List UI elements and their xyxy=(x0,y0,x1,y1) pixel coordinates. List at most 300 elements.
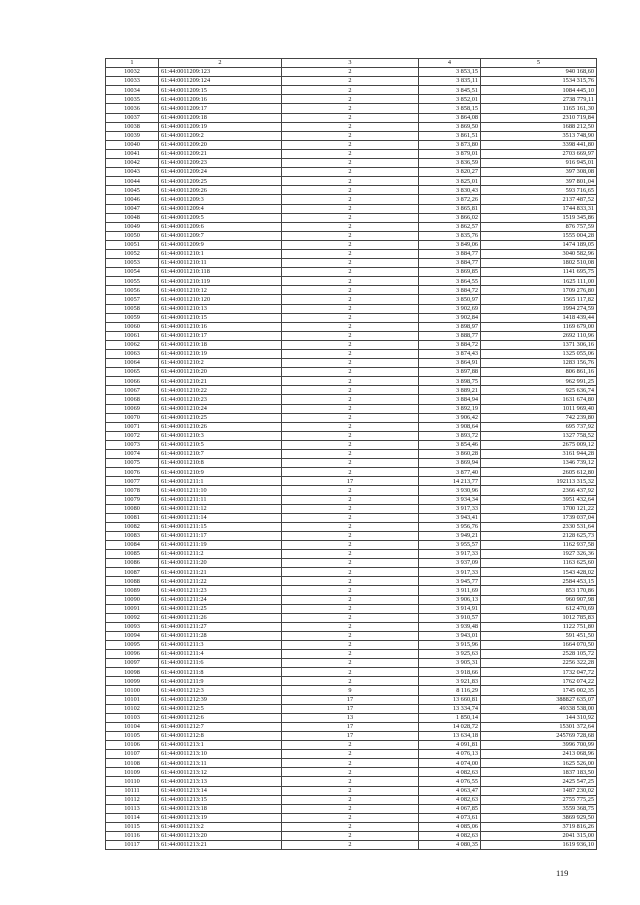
group-code-cell: 2 xyxy=(282,531,419,540)
area-cell: 3 889,21 xyxy=(419,386,481,395)
area-cell: 3 898,75 xyxy=(419,377,481,386)
table-row xyxy=(106,677,597,686)
table-row xyxy=(106,259,597,268)
table-row xyxy=(106,786,597,795)
cadastral-value-cell: 876 757,59 xyxy=(481,222,597,231)
cadastral-number-cell: 61:44:0011211:4 xyxy=(159,650,282,659)
table-row xyxy=(106,559,597,568)
table-row xyxy=(106,822,597,831)
group-code-cell: 2 xyxy=(282,204,419,213)
cadastral-value-cell: 1534 315,76 xyxy=(481,77,597,86)
table-row xyxy=(106,668,597,677)
row-number-cell: 10110 xyxy=(106,777,159,786)
cadastral-number-cell: 61:44:0011209:19 xyxy=(159,122,282,131)
cadastral-value-cell: 1709 276,80 xyxy=(481,286,597,295)
row-number-cell: 10106 xyxy=(106,741,159,750)
group-code-cell: 2 xyxy=(282,822,419,831)
area-cell: 3 956,76 xyxy=(419,522,481,531)
cadastral-number-cell: 61:44:0011211:8 xyxy=(159,668,282,677)
table-row xyxy=(106,240,597,249)
group-code-cell: 2 xyxy=(282,831,419,840)
table-row xyxy=(106,513,597,522)
row-number-cell: 10104 xyxy=(106,722,159,731)
row-number-cell: 10111 xyxy=(106,786,159,795)
cadastral-number-cell: 61:44:0011209:20 xyxy=(159,140,282,149)
table-row xyxy=(106,831,597,840)
table-row xyxy=(106,841,597,850)
area-cell: 14 028,72 xyxy=(419,722,481,731)
row-number-cell: 10060 xyxy=(106,322,159,331)
row-number-cell: 10092 xyxy=(106,613,159,622)
group-code-cell: 2 xyxy=(282,313,419,322)
table-row xyxy=(106,686,597,695)
cadastral-number-cell: 61:44:0011211:27 xyxy=(159,622,282,631)
row-number-cell: 10056 xyxy=(106,286,159,295)
cadastral-value-cell: 1325 055,06 xyxy=(481,350,597,359)
area-cell: 3 888,77 xyxy=(419,331,481,340)
cadastral-value-cell: 1163 625,60 xyxy=(481,559,597,568)
area-cell: 8 116,29 xyxy=(419,686,481,695)
area-cell: 3 864,08 xyxy=(419,113,481,122)
area-cell: 3 906,42 xyxy=(419,413,481,422)
cadastral-value-cell: 1012 785,83 xyxy=(481,613,597,622)
group-code-cell: 2 xyxy=(282,186,419,195)
row-number-cell: 10107 xyxy=(106,750,159,759)
row-number-cell: 10090 xyxy=(106,595,159,604)
cadastral-value-cell: 15301 372,64 xyxy=(481,722,597,731)
cadastral-number-cell: 61:44:0011210:17 xyxy=(159,331,282,340)
cadastral-number-cell: 61:44:0011209:16 xyxy=(159,95,282,104)
cadastral-number-cell: 61:44:0011213:2 xyxy=(159,822,282,831)
cadastral-number-cell: 61:44:0011210:23 xyxy=(159,395,282,404)
area-cell: 3 934,34 xyxy=(419,495,481,504)
group-code-cell: 2 xyxy=(282,413,419,422)
row-number-cell: 10067 xyxy=(106,386,159,395)
row-number-cell: 10102 xyxy=(106,704,159,713)
area-cell: 3 849,06 xyxy=(419,240,481,249)
table-row xyxy=(106,313,597,322)
table-row xyxy=(106,440,597,449)
cadastral-value-cell: 144 310,92 xyxy=(481,713,597,722)
area-cell: 3 872,26 xyxy=(419,195,481,204)
area-cell: 3 897,88 xyxy=(419,368,481,377)
area-cell: 3 845,51 xyxy=(419,86,481,95)
area-cell: 3 910,57 xyxy=(419,613,481,622)
row-number-cell: 10043 xyxy=(106,168,159,177)
cadastral-value-cell: 1744 833,31 xyxy=(481,204,597,213)
table-row xyxy=(106,540,597,549)
cadastral-value-cell: 1543 428,02 xyxy=(481,568,597,577)
cadastral-value-cell: 925 636,74 xyxy=(481,386,597,395)
area-cell: 3 830,43 xyxy=(419,186,481,195)
area-cell: 3 860,28 xyxy=(419,450,481,459)
cadastral-number-cell: 61:44:0011209:124 xyxy=(159,77,282,86)
row-number-cell: 10062 xyxy=(106,340,159,349)
table-row xyxy=(106,340,597,349)
row-number-cell: 10101 xyxy=(106,695,159,704)
group-code-cell: 2 xyxy=(282,113,419,122)
group-code-cell: 17 xyxy=(282,477,419,486)
row-number-cell: 10069 xyxy=(106,404,159,413)
cadastral-value-cell: 1664 070,50 xyxy=(481,641,597,650)
row-number-cell: 10081 xyxy=(106,513,159,522)
cadastral-number-cell: 61:44:0011211:11 xyxy=(159,495,282,504)
cadastral-value-cell: 593 716,65 xyxy=(481,186,597,195)
cadastral-value-cell: 1619 936,10 xyxy=(481,841,597,850)
area-cell: 3 902,84 xyxy=(419,313,481,322)
row-number-cell: 10099 xyxy=(106,677,159,686)
row-number-cell: 10061 xyxy=(106,331,159,340)
table-row xyxy=(106,477,597,486)
cadastral-value-cell: 245769 728,68 xyxy=(481,731,597,740)
table-row xyxy=(106,695,597,704)
table-row xyxy=(106,350,597,359)
table-row xyxy=(106,459,597,468)
row-number-cell: 10074 xyxy=(106,450,159,459)
cadastral-value-cell: 1346 739,12 xyxy=(481,459,597,468)
row-number-cell: 10105 xyxy=(106,731,159,740)
group-code-cell: 2 xyxy=(282,131,419,140)
group-code-cell: 2 xyxy=(282,259,419,268)
table-row xyxy=(106,149,597,158)
cadastral-number-cell: 61:44:0011209:2 xyxy=(159,131,282,140)
table-row xyxy=(106,413,597,422)
cadastral-number-cell: 61:44:0011210:1 xyxy=(159,249,282,258)
group-code-cell: 2 xyxy=(282,77,419,86)
row-number-cell: 10076 xyxy=(106,468,159,477)
area-cell: 4 063,47 xyxy=(419,786,481,795)
area-cell: 3 869,94 xyxy=(419,459,481,468)
group-code-cell: 2 xyxy=(282,222,419,231)
cadastral-number-cell: 61:44:0011213:12 xyxy=(159,768,282,777)
cadastral-number-cell: 61:44:0011211:24 xyxy=(159,595,282,604)
area-cell: 3 893,72 xyxy=(419,431,481,440)
row-number-cell: 10065 xyxy=(106,368,159,377)
cadastral-value-cell: 1739 037,04 xyxy=(481,513,597,522)
group-code-cell: 2 xyxy=(282,359,419,368)
cadastral-value-cell: 916 945,01 xyxy=(481,159,597,168)
cadastral-value-cell: 3040 582,96 xyxy=(481,249,597,258)
group-code-cell: 2 xyxy=(282,631,419,640)
table-row xyxy=(106,249,597,258)
group-code-cell: 2 xyxy=(282,522,419,531)
group-code-cell: 2 xyxy=(282,240,419,249)
group-code-cell: 17 xyxy=(282,695,419,704)
column-header: 2 xyxy=(159,59,282,68)
group-code-cell: 17 xyxy=(282,731,419,740)
table-row xyxy=(106,322,597,331)
cadastral-number-cell: 61:44:0011210:3 xyxy=(159,431,282,440)
row-number-cell: 10045 xyxy=(106,186,159,195)
area-cell: 3 884,77 xyxy=(419,249,481,258)
cadastral-number-cell: 61:44:0011209:23 xyxy=(159,159,282,168)
table-row xyxy=(106,295,597,304)
area-cell: 3 917,33 xyxy=(419,568,481,577)
cadastral-value-cell: 806 861,16 xyxy=(481,368,597,377)
group-code-cell: 2 xyxy=(282,641,419,650)
area-cell: 3 869,85 xyxy=(419,268,481,277)
group-code-cell: 2 xyxy=(282,568,419,577)
cadastral-value-cell: 1927 326,36 xyxy=(481,550,597,559)
cadastral-number-cell: 61:44:0011210:118 xyxy=(159,268,282,277)
cadastral-number-cell: 61:44:0011209:24 xyxy=(159,168,282,177)
row-number-cell: 10084 xyxy=(106,540,159,549)
area-cell: 3 955,57 xyxy=(419,540,481,549)
column-header: 1 xyxy=(106,59,159,68)
group-code-cell: 2 xyxy=(282,377,419,386)
area-cell: 3 925,63 xyxy=(419,650,481,659)
area-cell: 4 082,63 xyxy=(419,795,481,804)
group-code-cell: 2 xyxy=(282,159,419,168)
group-code-cell: 2 xyxy=(282,231,419,240)
table-row xyxy=(106,186,597,195)
table-row xyxy=(106,277,597,286)
cadastral-value-cell: 2366 437,92 xyxy=(481,486,597,495)
area-cell: 3 906,13 xyxy=(419,595,481,604)
table-row xyxy=(106,495,597,504)
group-code-cell: 2 xyxy=(282,450,419,459)
area-cell: 4 076,13 xyxy=(419,750,481,759)
cadastral-value-cell: 192113 315,32 xyxy=(481,477,597,486)
table-row xyxy=(106,68,597,77)
column-header: 4 xyxy=(419,59,481,68)
group-code-cell: 2 xyxy=(282,350,419,359)
cadastral-number-cell: 61:44:0011212:39 xyxy=(159,695,282,704)
cadastral-value-cell: 612 470,69 xyxy=(481,604,597,613)
row-number-cell: 10054 xyxy=(106,268,159,277)
group-code-cell: 2 xyxy=(282,650,419,659)
cadastral-number-cell: 61:44:0011212:6 xyxy=(159,713,282,722)
table-row xyxy=(106,550,597,559)
cadastral-number-cell: 61:44:0011210:20 xyxy=(159,368,282,377)
row-number-cell: 10112 xyxy=(106,795,159,804)
group-code-cell: 2 xyxy=(282,559,419,568)
row-number-cell: 10037 xyxy=(106,113,159,122)
cadastral-value-cell: 1169 679,00 xyxy=(481,322,597,331)
area-cell: 3 908,64 xyxy=(419,422,481,431)
cadastral-value-cell: 2256 322,28 xyxy=(481,659,597,668)
row-number-cell: 10034 xyxy=(106,86,159,95)
table-row xyxy=(106,713,597,722)
area-cell: 3 836,59 xyxy=(419,159,481,168)
cadastral-number-cell: 61:44:0011209:25 xyxy=(159,177,282,186)
cadastral-number-cell: 61:44:0011209:3 xyxy=(159,195,282,204)
row-number-cell: 10083 xyxy=(106,531,159,540)
cadastral-number-cell: 61:44:0011209:21 xyxy=(159,149,282,158)
row-number-cell: 10115 xyxy=(106,822,159,831)
table-row xyxy=(106,122,597,131)
row-number-cell: 10077 xyxy=(106,477,159,486)
cadastral-number-cell: 61:44:0011210:25 xyxy=(159,413,282,422)
cadastral-value-cell: 1555 004,28 xyxy=(481,231,597,240)
table-row xyxy=(106,604,597,613)
group-code-cell: 2 xyxy=(282,149,419,158)
table-row xyxy=(106,768,597,777)
area-cell: 4 080,35 xyxy=(419,841,481,850)
area-cell: 3 874,43 xyxy=(419,350,481,359)
cadastral-number-cell: 61:44:0011211:22 xyxy=(159,577,282,586)
row-number-cell: 10108 xyxy=(106,759,159,768)
cadastral-value-cell: 2413 068,96 xyxy=(481,750,597,759)
area-cell: 3 921,83 xyxy=(419,677,481,686)
area-cell: 3 858,15 xyxy=(419,104,481,113)
cadastral-number-cell: 61:44:0011210:26 xyxy=(159,422,282,431)
table-row xyxy=(106,113,597,122)
group-code-cell: 2 xyxy=(282,604,419,613)
table-row xyxy=(106,486,597,495)
table-row xyxy=(106,177,597,186)
row-number-cell: 10091 xyxy=(106,604,159,613)
group-code-cell: 2 xyxy=(282,768,419,777)
cadastral-value-cell: 2528 105,72 xyxy=(481,650,597,659)
table-row xyxy=(106,431,597,440)
row-number-cell: 10064 xyxy=(106,359,159,368)
group-code-cell: 2 xyxy=(282,513,419,522)
group-code-cell: 2 xyxy=(282,322,419,331)
cadastral-value-cell: 3719 816,26 xyxy=(481,822,597,831)
row-number-cell: 10116 xyxy=(106,831,159,840)
cadastral-value-cell: 2605 612,80 xyxy=(481,468,597,477)
cadastral-number-cell: 61:44:0011210:24 xyxy=(159,404,282,413)
group-code-cell: 2 xyxy=(282,95,419,104)
area-cell: 3 864,91 xyxy=(419,359,481,368)
cadastral-number-cell: 61:44:0011209:5 xyxy=(159,213,282,222)
cadastral-number-cell: 61:44:0011209:123 xyxy=(159,68,282,77)
table-row xyxy=(106,231,597,240)
area-cell: 4 082,63 xyxy=(419,768,481,777)
group-code-cell: 2 xyxy=(282,168,419,177)
cadastral-number-cell: 61:44:0011211:10 xyxy=(159,486,282,495)
area-cell: 3 949,21 xyxy=(419,531,481,540)
group-code-cell: 2 xyxy=(282,440,419,449)
area-cell: 13 634,18 xyxy=(419,731,481,740)
table-row xyxy=(106,359,597,368)
area-cell: 3 864,55 xyxy=(419,277,481,286)
table-row xyxy=(106,804,597,813)
cadastral-number-cell: 61:44:0011213:20 xyxy=(159,831,282,840)
row-number-cell: 10035 xyxy=(106,95,159,104)
group-code-cell: 2 xyxy=(282,777,419,786)
table-row xyxy=(106,168,597,177)
cadastral-number-cell: 61:44:0011211:23 xyxy=(159,586,282,595)
cadastral-value-cell: 695 737,92 xyxy=(481,422,597,431)
cadastral-value-cell: 3996 700,99 xyxy=(481,741,597,750)
table-row xyxy=(106,377,597,386)
row-number-cell: 10044 xyxy=(106,177,159,186)
area-cell: 4 085,06 xyxy=(419,822,481,831)
cadastral-number-cell: 61:44:0011213:19 xyxy=(159,813,282,822)
table-row xyxy=(106,813,597,822)
row-number-cell: 10057 xyxy=(106,295,159,304)
row-number-cell: 10100 xyxy=(106,686,159,695)
group-code-cell: 2 xyxy=(282,331,419,340)
row-number-cell: 10059 xyxy=(106,313,159,322)
area-cell: 14 213,77 xyxy=(419,477,481,486)
group-code-cell: 2 xyxy=(282,486,419,495)
cadastral-value-cell: 2425 547,25 xyxy=(481,777,597,786)
row-number-cell: 10075 xyxy=(106,459,159,468)
group-code-cell: 2 xyxy=(282,468,419,477)
table-row xyxy=(106,140,597,149)
cadastral-value-cell: 2310 719,84 xyxy=(481,113,597,122)
cadastral-value-cell: 2703 669,97 xyxy=(481,149,597,158)
area-cell: 3 873,80 xyxy=(419,140,481,149)
group-code-cell: 2 xyxy=(282,386,419,395)
group-code-cell: 17 xyxy=(282,704,419,713)
table-row xyxy=(106,586,597,595)
cadastral-number-cell: 61:44:0011210:18 xyxy=(159,340,282,349)
table-row xyxy=(106,731,597,740)
cadastral-value-cell: 3161 944,28 xyxy=(481,450,597,459)
cadastral-number-cell: 61:44:0011209:26 xyxy=(159,186,282,195)
area-cell: 3 835,76 xyxy=(419,231,481,240)
row-number-cell: 10040 xyxy=(106,140,159,149)
row-number-cell: 10042 xyxy=(106,159,159,168)
cadastral-value-cell: 1487 230,02 xyxy=(481,786,597,795)
cadastral-value-cell: 1837 183,50 xyxy=(481,768,597,777)
cadastral-value-cell: 2738 779,11 xyxy=(481,95,597,104)
cadastral-number-cell: 61:44:0011210:9 xyxy=(159,468,282,477)
cadastral-value-cell: 397 308,08 xyxy=(481,168,597,177)
table-header-row xyxy=(106,59,597,68)
table-row xyxy=(106,722,597,731)
cadastral-number-cell: 61:44:0011211:15 xyxy=(159,522,282,531)
row-number-cell: 10048 xyxy=(106,213,159,222)
cadastral-number-cell: 61:44:0011210:21 xyxy=(159,377,282,386)
cadastral-number-cell: 61:44:0011211:1 xyxy=(159,477,282,486)
area-cell: 3 937,09 xyxy=(419,559,481,568)
group-code-cell: 2 xyxy=(282,613,419,622)
row-number-cell: 10032 xyxy=(106,68,159,77)
cadastral-number-cell: 61:44:0011210:11 xyxy=(159,259,282,268)
row-number-cell: 10078 xyxy=(106,486,159,495)
row-number-cell: 10063 xyxy=(106,350,159,359)
table-row xyxy=(106,577,597,586)
table-row xyxy=(106,504,597,513)
group-code-cell: 2 xyxy=(282,277,419,286)
cadastral-value-cell: 1418 439,44 xyxy=(481,313,597,322)
row-number-cell: 10072 xyxy=(106,431,159,440)
cadastral-value-cell: 1994 274,59 xyxy=(481,304,597,313)
cadastral-value-cell: 1162 937,58 xyxy=(481,540,597,549)
group-code-cell: 17 xyxy=(282,722,419,731)
cadastral-number-cell: 61:44:0011211:3 xyxy=(159,641,282,650)
group-code-cell: 2 xyxy=(282,813,419,822)
row-number-cell: 10085 xyxy=(106,550,159,559)
area-cell: 1 850,14 xyxy=(419,713,481,722)
group-code-cell: 2 xyxy=(282,586,419,595)
group-code-cell: 2 xyxy=(282,540,419,549)
table-row xyxy=(106,641,597,650)
cadastral-value-cell: 3559 368,75 xyxy=(481,804,597,813)
cadastral-number-cell: 61:44:0011209:7 xyxy=(159,231,282,240)
row-number-cell: 10053 xyxy=(106,259,159,268)
table-row xyxy=(106,422,597,431)
row-number-cell: 10096 xyxy=(106,650,159,659)
cadastral-number-cell: 61:44:0011213:11 xyxy=(159,759,282,768)
cadastral-number-cell: 61:44:0011210:12 xyxy=(159,286,282,295)
row-number-cell: 10114 xyxy=(106,813,159,822)
group-code-cell: 2 xyxy=(282,786,419,795)
row-number-cell: 10041 xyxy=(106,149,159,158)
row-number-cell: 10113 xyxy=(106,804,159,813)
group-code-cell: 2 xyxy=(282,213,419,222)
area-cell: 4 091,81 xyxy=(419,741,481,750)
group-code-cell: 2 xyxy=(282,177,419,186)
row-number-cell: 10088 xyxy=(106,577,159,586)
cadastral-value-cell: 853 170,86 xyxy=(481,586,597,595)
area-cell: 3 918,66 xyxy=(419,668,481,677)
